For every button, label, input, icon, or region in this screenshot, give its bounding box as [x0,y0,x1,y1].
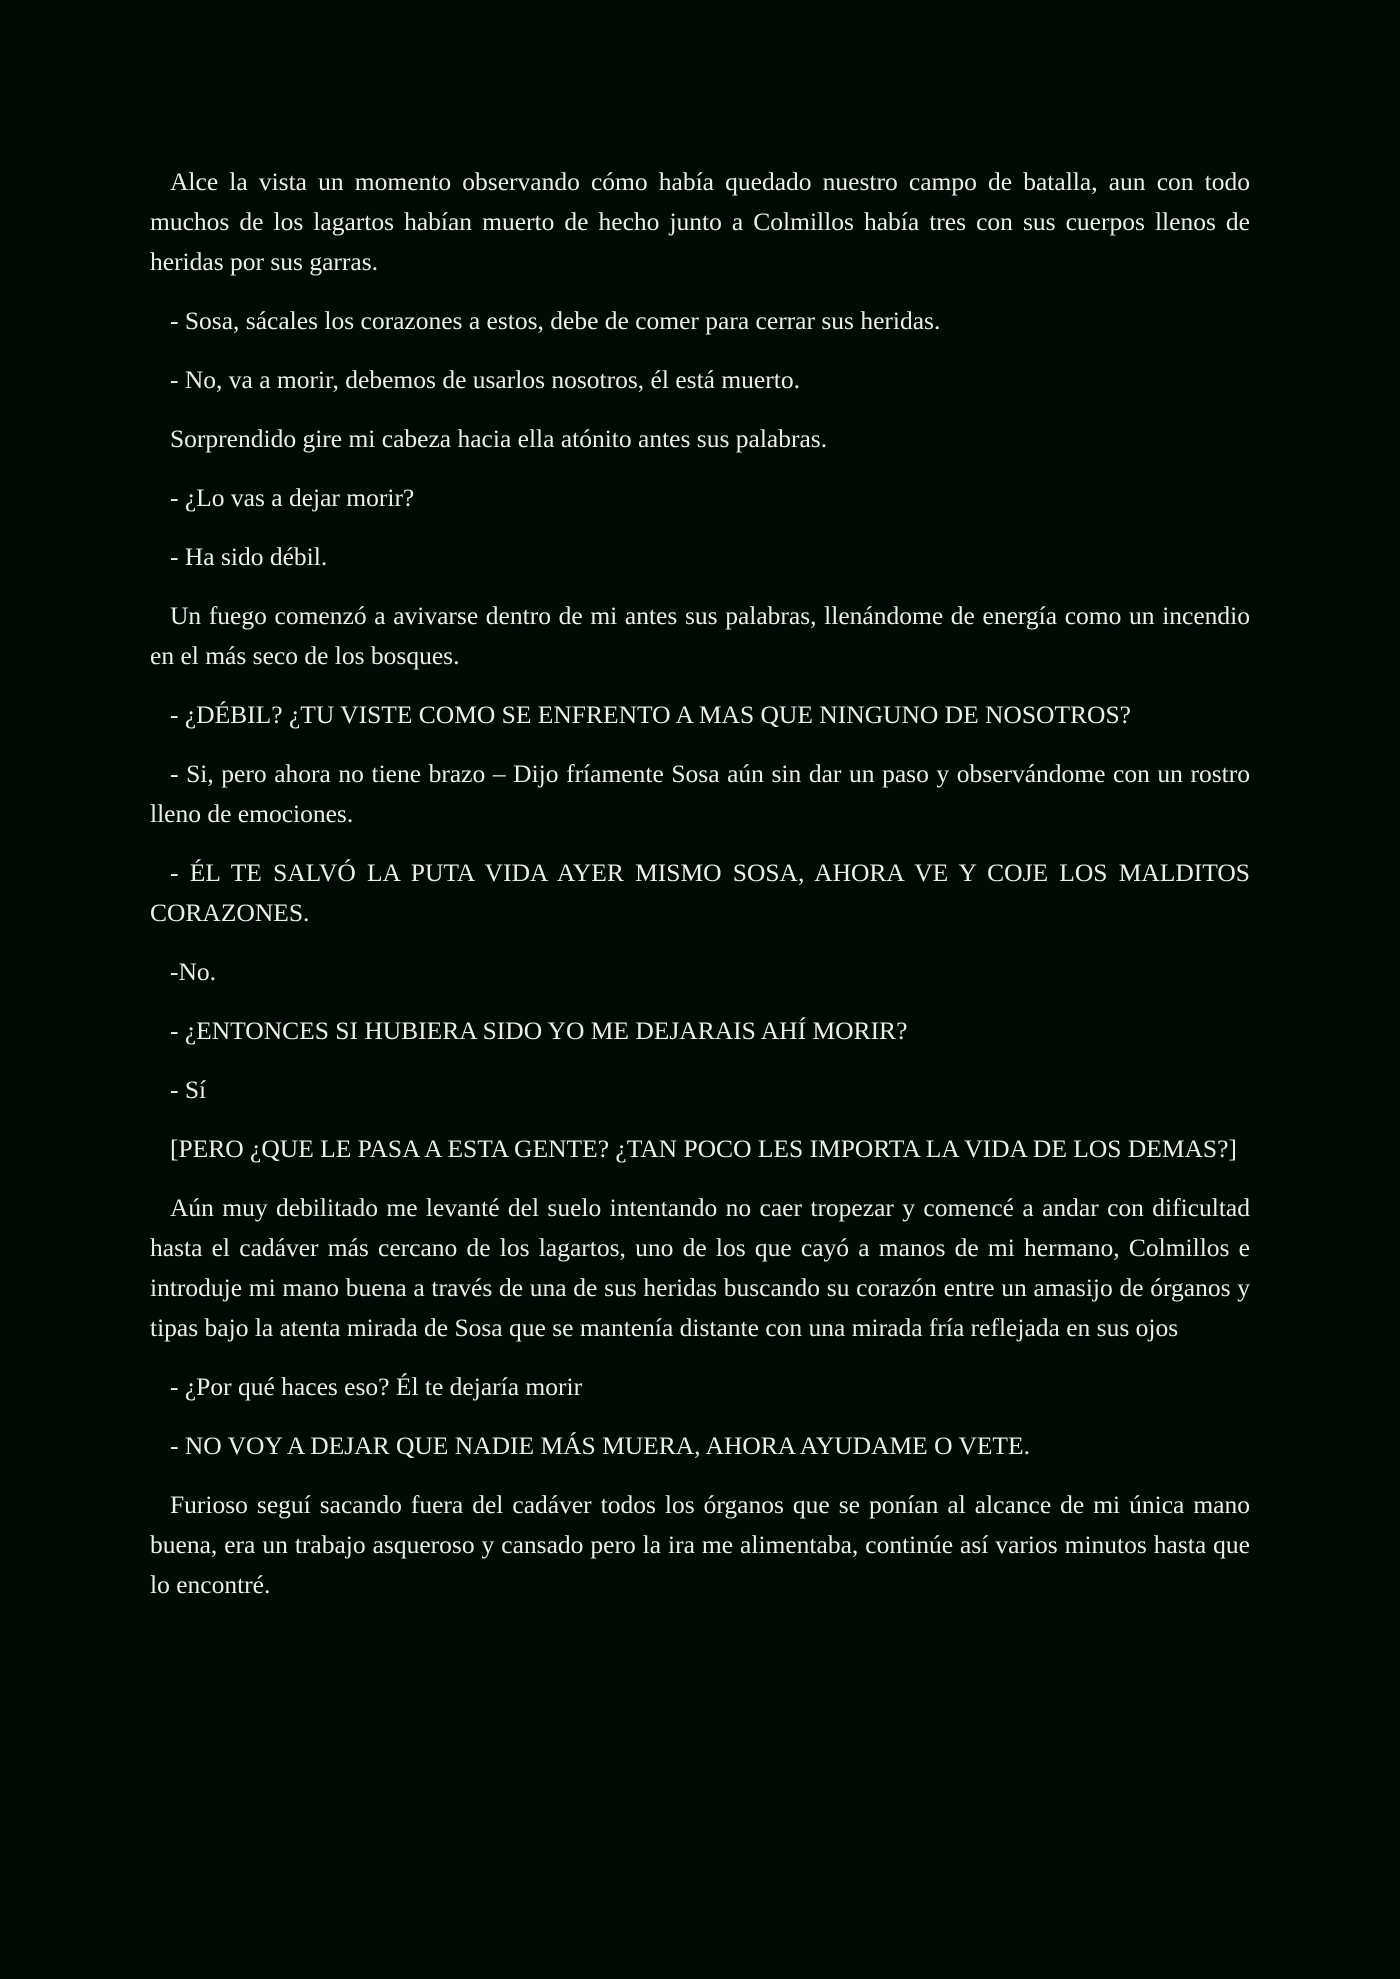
paragraph: - Sosa, sácales los corazones a estos, debe de comer para cerrar sus heridas. [170,306,941,335]
paragraph: Aún muy debilitado me levanté del suelo intentando no caer tropezar y comencé a andar con dificultad hasta el cadáver más cercano de los lagartos, uno de los que cayó a manos de mi hermano, Colmillos e introduje mi mano buena a través de una de sus heridas buscando su corazón entre un amasijo de órganos y tipas bajo la atenta mirada de Sosa que se mantenía distante con una mirada fría reflejada en sus ojos [150,1193,1250,1342]
paragraph: Sorprendido gire mi cabeza hacia ella atónito antes sus palabras. [170,424,828,453]
paragraph: - ¿DÉBIL? ¿TU VISTE COMO SE ENFRENTO A MAS QUE NINGUNO DE NOSOTROS? [170,700,1131,729]
paragraph: - ¿ENTONCES SI HUBIERA SIDO YO ME DEJARAIS AHÍ MORIR? [170,1016,908,1045]
paragraph: - ¿Por qué haces eso? Él te dejaría morir [170,1372,583,1401]
paragraph: - ¿Lo vas a dejar morir? [170,483,415,512]
paragraph: Furioso seguí sacando fuera del cadáver todos los órganos que se ponían al alcance de mi única mano buena, era un trabajo asqueroso y cansado pero la ira me alimentaba, continúe así varios minutos hasta que lo encontré. [150,1490,1250,1599]
paragraph: [PERO ¿QUE LE PASA A ESTA GENTE? ¿TAN POCO LES IMPORTA LA VIDA DE LOS DEMAS?] [170,1134,1237,1163]
paragraph: Un fuego comenzó a avivarse dentro de mi antes sus palabras, llenándome de energía como un incendio en el más seco de los bosques. [150,601,1250,670]
paragraph: - Sí [170,1075,207,1104]
paragraph: - ÉL TE SALVÓ LA PUTA VIDA AYER MISMO SOSA, AHORA VE Y COJE LOS MALDITOS CORAZONES. [150,858,1250,927]
paragraph: - Ha sido débil. [170,542,328,571]
paragraph: Alce la vista un momento observando cómo había quedado nuestro campo de batalla, aun con todo muchos de los lagartos habían muerto de hecho junto a Colmillos había tres con sus cuerpos llenos de heridas por sus garras. [150,167,1250,276]
paragraph: - Si, pero ahora no tiene brazo – Dijo fríamente Sosa aún sin dar un paso y observándome con un rostro lleno de emociones. [150,759,1250,828]
document-page [150,162,1250,1605]
paragraph: - NO VOY A DEJAR QUE NADIE MÁS MUERA, AHORA AYUDAME O VETE. [170,1431,1030,1460]
paragraph: - No, va a morir, debemos de usarlos nosotros, él está muerto. [170,365,800,394]
paragraph: -No. [170,957,217,986]
